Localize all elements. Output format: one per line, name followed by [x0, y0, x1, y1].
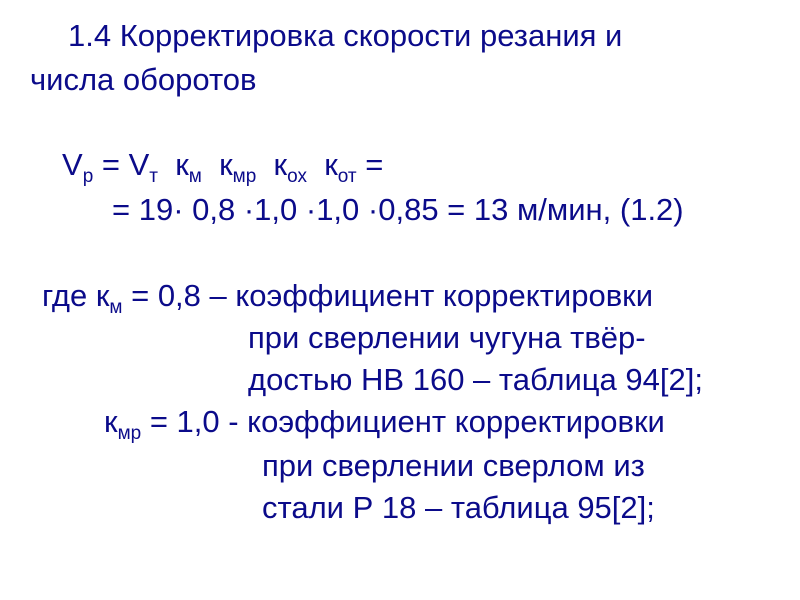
where-km-cont2: достью НВ 160 – таблица 94[2]; — [248, 362, 703, 397]
where-kmr-cont2: стали Р 18 – таблица 95[2]; — [262, 490, 655, 525]
where-km-prefix: где к — [42, 278, 110, 313]
subscript-ot: от — [337, 166, 357, 187]
formula-lhs — [62, 147, 384, 187]
symbol-v: V — [62, 147, 83, 182]
where-km-subscript: м — [109, 297, 123, 318]
symbol-k-ot: к — [324, 147, 338, 182]
subscript-t: т — [149, 166, 158, 187]
where-kmr-subscript: мр — [117, 423, 142, 444]
formula-rhs: = 19· 0,8 ·1,0 ·1,0 ·0,85 = 13 м/мин, (1.2) — [112, 192, 684, 227]
where-kmr-prefix: к — [104, 404, 118, 439]
subscript-m: м — [188, 166, 202, 187]
subscript-mr: мр — [232, 166, 257, 187]
equals-sign: = — [93, 147, 129, 182]
where-kmr-text: = 1,0 - коэффициент корректировки — [141, 404, 665, 439]
where-kmr-line — [104, 404, 665, 444]
subscript-p: р — [82, 166, 94, 187]
where-kmr-cont1: при сверлении сверлом из — [262, 448, 645, 483]
subscript-ox: ох — [287, 166, 307, 187]
title-line-1: 1.4 Корректировка скорости резания и — [68, 18, 623, 53]
equals-tail: = — [356, 147, 384, 182]
where-km-text: = 0,8 – коэффициент корректировки — [122, 278, 654, 313]
title-line-2: числа оборотов — [30, 62, 257, 97]
symbol-k-ox: к — [273, 147, 288, 182]
where-km-line — [42, 278, 654, 318]
symbol-k-m: к — [175, 147, 189, 182]
symbol-v-t: V — [128, 147, 150, 182]
symbol-k-mr: к — [219, 147, 233, 182]
where-km-cont1: при сверлении чугуна твёр- — [248, 320, 646, 355]
